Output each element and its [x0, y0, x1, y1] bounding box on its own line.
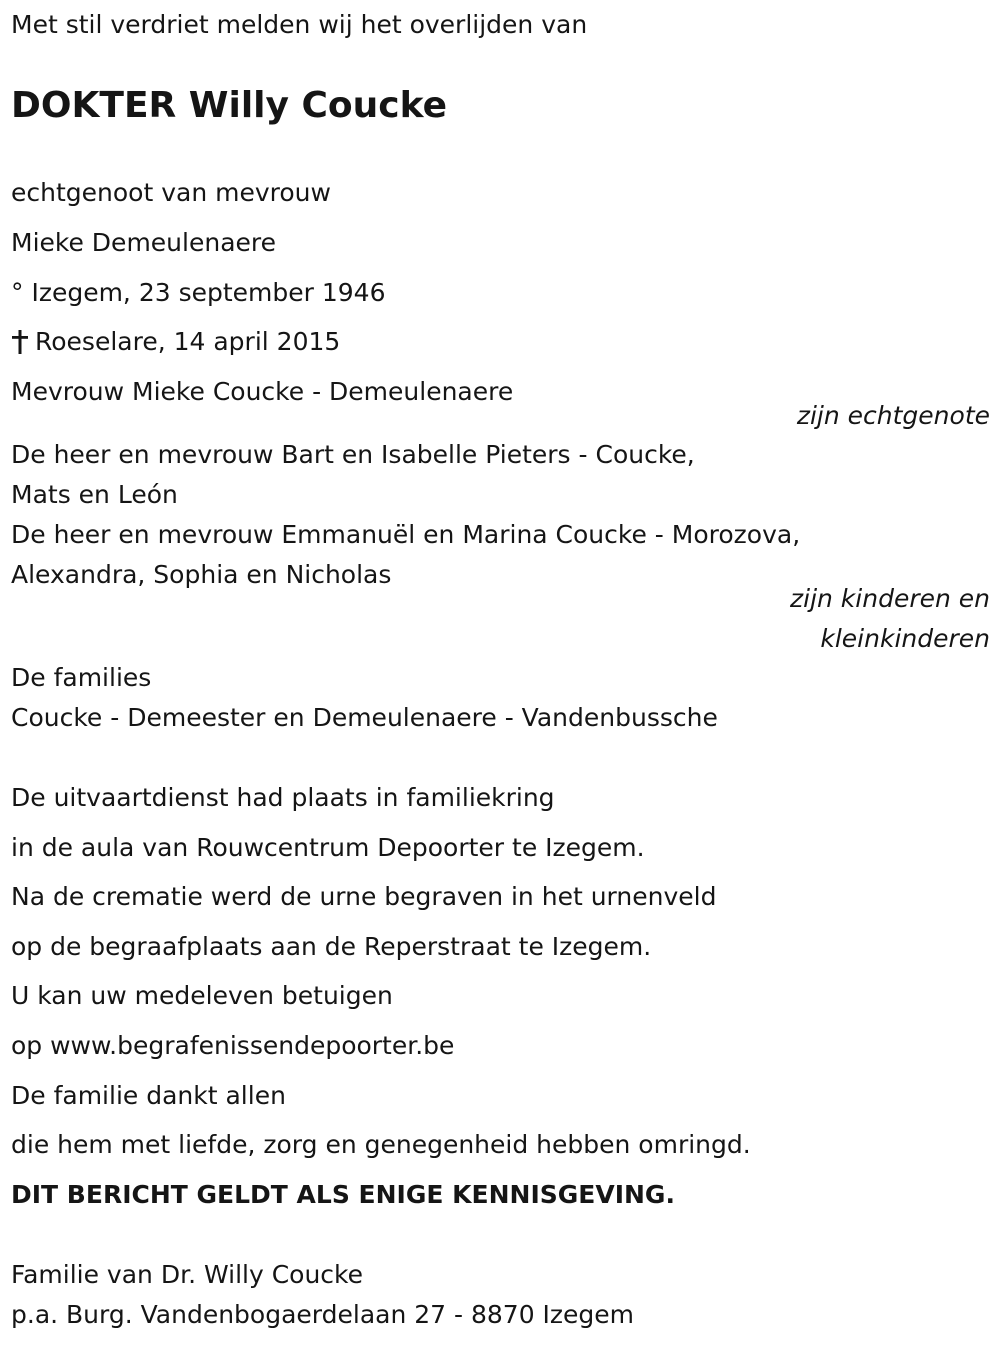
children-line: De heer en mevrouw Bart en Isabelle Pieters - Coucke,	[11, 440, 695, 469]
intro-text: Met stil verdriet melden wij het overlijden van	[11, 10, 588, 39]
service-line: Na de crematie werd de urne begraven in het urnenveld	[11, 882, 717, 911]
families-line: Coucke - Demeester en Demeulenaere - Vandenbussche	[11, 703, 718, 732]
cross-icon	[11, 330, 29, 354]
spouse-full-name: Mevrouw Mieke Coucke - Demeulenaere	[11, 377, 514, 406]
death-line	[11, 327, 340, 357]
spouse-name: Mieke Demeulenaere	[11, 228, 277, 257]
notice-text: DIT BERICHT GELDT ALS ENIGE KENNISGEVING.	[11, 1180, 675, 1209]
service-line: De uitvaartdienst had plaats in familiekring	[11, 783, 555, 812]
service-line: die hem met liefde, zorg en genegenheid hebben omringd.	[11, 1130, 751, 1159]
families-line: De families	[11, 663, 152, 692]
death-text: Roeselare, 14 april 2015	[35, 327, 341, 356]
contact-line: p.a. Burg. Vandenbogaerdelaan 27 - 8870 Izegem	[11, 1300, 635, 1329]
spouse-prefix: echtgenoot van mevrouw	[11, 178, 331, 207]
contact-line: Familie van Dr. Willy Coucke	[11, 1260, 364, 1289]
service-line: op de begraafplaats aan de Reperstraat te Izegem.	[11, 932, 652, 961]
service-line: U kan uw medeleven betuigen	[11, 981, 393, 1010]
children-line: Alexandra, Sophia en Nicholas	[11, 560, 392, 589]
children-role: zijn kinderen en	[790, 584, 990, 613]
children-line: De heer en mevrouw Emmanuël en Marina Coucke - Morozova,	[11, 520, 801, 549]
birth-line: ° Izegem, 23 september 1946	[11, 278, 386, 307]
deceased-name: DOKTER Willy Coucke	[11, 85, 448, 126]
service-line: in de aula van Rouwcentrum Depoorter te Izegem.	[11, 833, 645, 862]
service-line: De familie dankt allen	[11, 1081, 286, 1110]
children-role: kleinkinderen	[820, 624, 990, 653]
spouse-role: zijn echtgenote	[796, 401, 990, 430]
service-line: op www.begrafenissendepoorter.be	[11, 1031, 455, 1060]
children-line: Mats en León	[11, 480, 178, 509]
